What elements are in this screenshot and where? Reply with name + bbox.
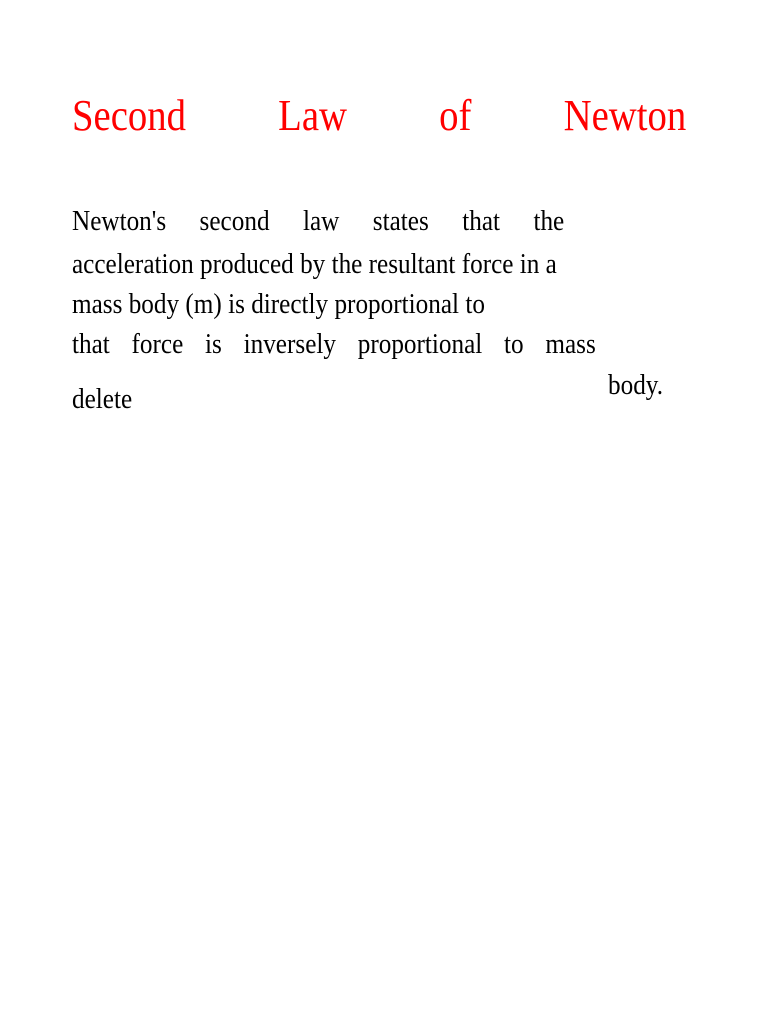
paragraph-line-3: mass body (m) is directly proportional to <box>72 289 485 320</box>
paragraph-word: inversely <box>243 329 336 360</box>
paragraph-word: the <box>533 206 565 237</box>
title-word: Newton <box>563 91 687 140</box>
document-title <box>72 88 686 144</box>
title-word: of <box>439 91 472 140</box>
paragraph-word: states <box>372 206 429 237</box>
title-word: Law <box>278 91 347 140</box>
title-word: Second <box>72 91 186 140</box>
paragraph-word: law <box>302 206 340 237</box>
paragraph-word: that <box>72 329 110 360</box>
paragraph-word: to <box>504 329 524 360</box>
paragraph-line-1 <box>72 205 564 239</box>
stray-word: delete <box>72 384 133 415</box>
paragraph-word: force <box>131 329 184 360</box>
paragraph-word: is <box>205 329 222 360</box>
paragraph-trailing-word: body. <box>608 370 664 401</box>
paragraph-word: proportional <box>357 329 483 360</box>
paragraph-word: Newton's <box>72 206 167 237</box>
paragraph-line-4 <box>72 328 596 362</box>
paragraph-line-2: acceleration produced by the resultant force in a <box>72 249 557 280</box>
paragraph-word: that <box>462 206 501 237</box>
paragraph-word: mass <box>545 329 596 360</box>
paragraph-word: second <box>199 206 270 237</box>
